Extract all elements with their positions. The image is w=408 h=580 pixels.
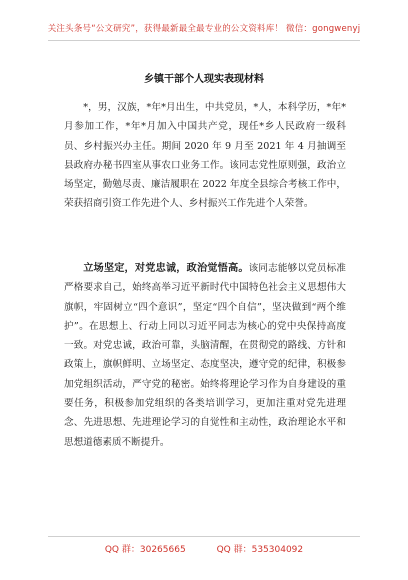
header-banner: 关注头条号“公文研究”，获得最新最全最专业的公文资料库！ 微信：gongwenyj [47,24,361,34]
footer-qq-group-1: QQ 群：30265665 [104,545,186,555]
paragraph-lead-heading: 立场坚定，对党忠诚，政治觉悟高。 [83,263,249,274]
document-title: 乡镇干部个人现实表现材料 [144,74,264,85]
paragraph-political-stance [64,259,346,452]
footer [0,542,408,555]
footer-qq-group-2: QQ 群：535304092 [216,545,304,555]
header-divider [48,40,360,41]
paragraph-body: 该同志能够以党员标准严格要求自己，始终高举习近平新时代中国特色社会主义思想伟大旗帜，牢固树立“四个意识”，坚定“四个自信”，坚决做到“两个维护”。在思想上、行动上同以习近平同志为核心的党中央保持高度一致。对党忠诚，政治可靠，头脑清醒，在贯彻党的路线、方针和政策上，旗帜鲜明、立场坚定、态度坚决，遵守党的纪律，积极参加党组织活动，严守党的秘密。始终将理论学习作为自身建设的重要任务，积极参加党组织的各类培训学习，更加注重对党先进理念、先进思想、先进理论学习的自觉性和主动性，政治理论水平和思想道德素质不断提升。 [64,263,347,448]
footer-divider [48,536,360,537]
paragraph-personal-info: *，男，汉族，*年*月出生，中共党员，*人，本科学历，*年*月参加工作，*年*月加入中国共产党，现任*乡人民政府一级科员、乡村振兴办主任。期间 2020 年 9 月至 2021 年 4 月抽调至县政府办秘书四室从事农口业务工作。该同志党性原则强，政治立场坚定，勤勉尽责、廉洁履职在 2022 年度全县综合考核工作中，荣获招商引资工作先进个人、乡村振兴工作先进个人荣誉。 [64,102,346,210]
